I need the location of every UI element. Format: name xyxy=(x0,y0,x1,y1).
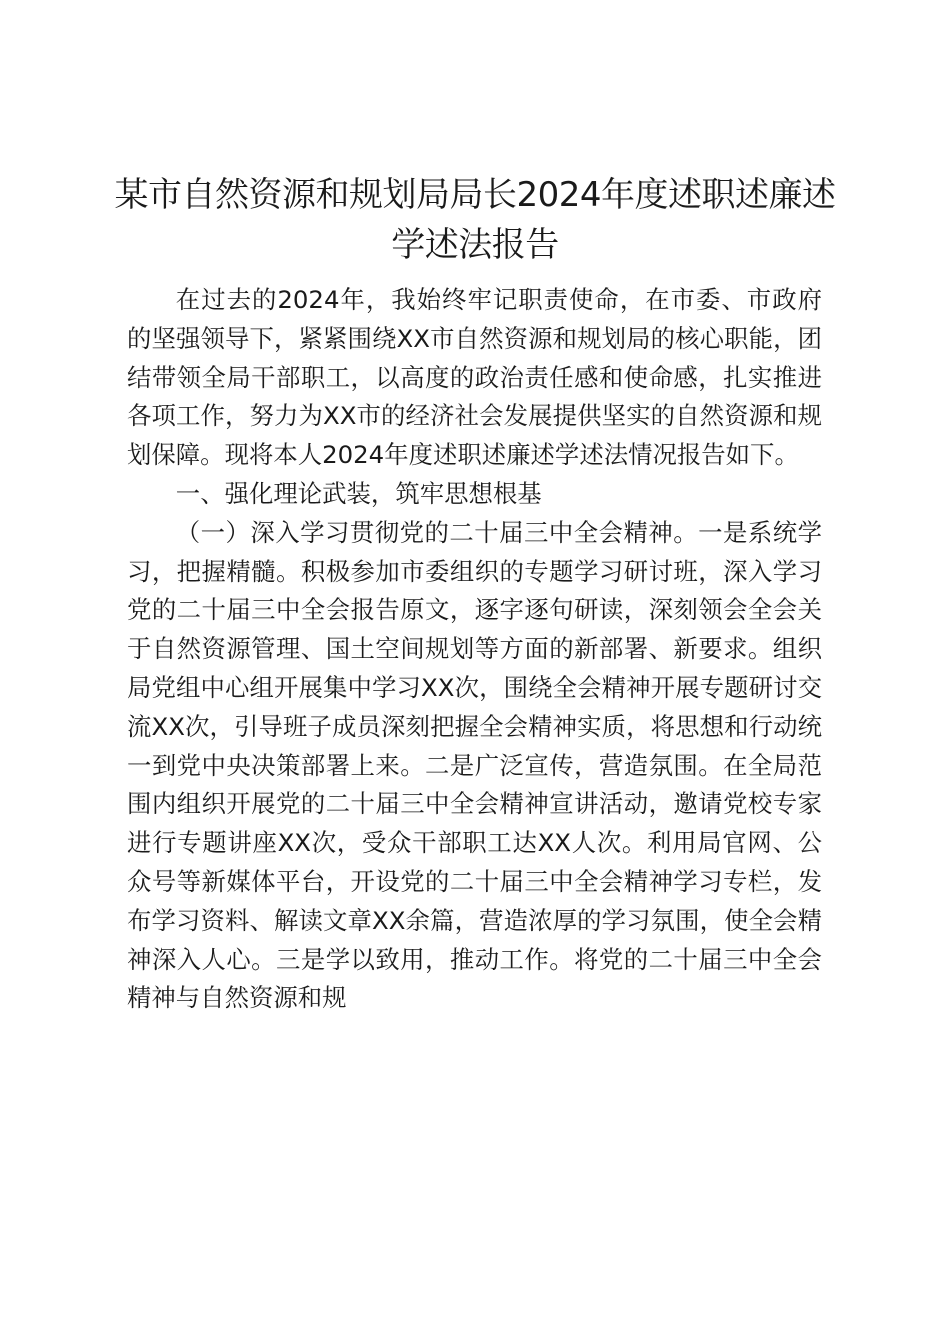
section-paragraph: （一）深入学习贯彻党的二十届三中全会精神。一是系统学习，把握精髓。积极参加市委组织的专题学习研讨班，深入学习党的二十届三中全会报告原文，逐字逐句研读，深刻领会全会关于自然资源管理、国土空间规划等方面的新部署、新要求。组织局党组中心组开展集中学习XX次，围绕全会精神开展专题研讨交流XX次，引导班子成员深刻把握全会精神实质，将思想和行动统一到党中央决策部署上来。二是广泛宣传，营造氛围。在全局范围内组织开展党的二十届三中全会精神宣讲活动，邀请党校专家进行专题讲座XX次，受众干部职工达XX人次。利用局官网、公众号等新媒体平台，开设党的二十届三中全会精神学习专栏，发布学习资料、解读文章XX余篇，营造浓厚的学习氛围，使全会精神深入人心。三是学以致用，推动工作。将党的二十届三中全会精神与自然资源和规 xyxy=(127,517,822,1013)
section-heading: 一、强化理论武装，筑牢思想根基 xyxy=(175,478,542,508)
intro-paragraph: 在过去的2024年，我始终牢记职责使命，在市委、市政府的坚强领导下，紧紧围绕XX市自然资源和规划局的核心职能，团结带领全局干部职工，以高度的政治责任感和使命感，扎实推进各项工作，努力为XX市的经济社会发展提供坚实的自然资源和规划保障。现将本人2024年度述职述廉述学述法情况报告如下。 xyxy=(127,285,822,470)
document-body xyxy=(127,281,822,1018)
document-title: 某市自然资源和规划局局长2024年度述职述廉述学述法报告 xyxy=(114,175,836,265)
